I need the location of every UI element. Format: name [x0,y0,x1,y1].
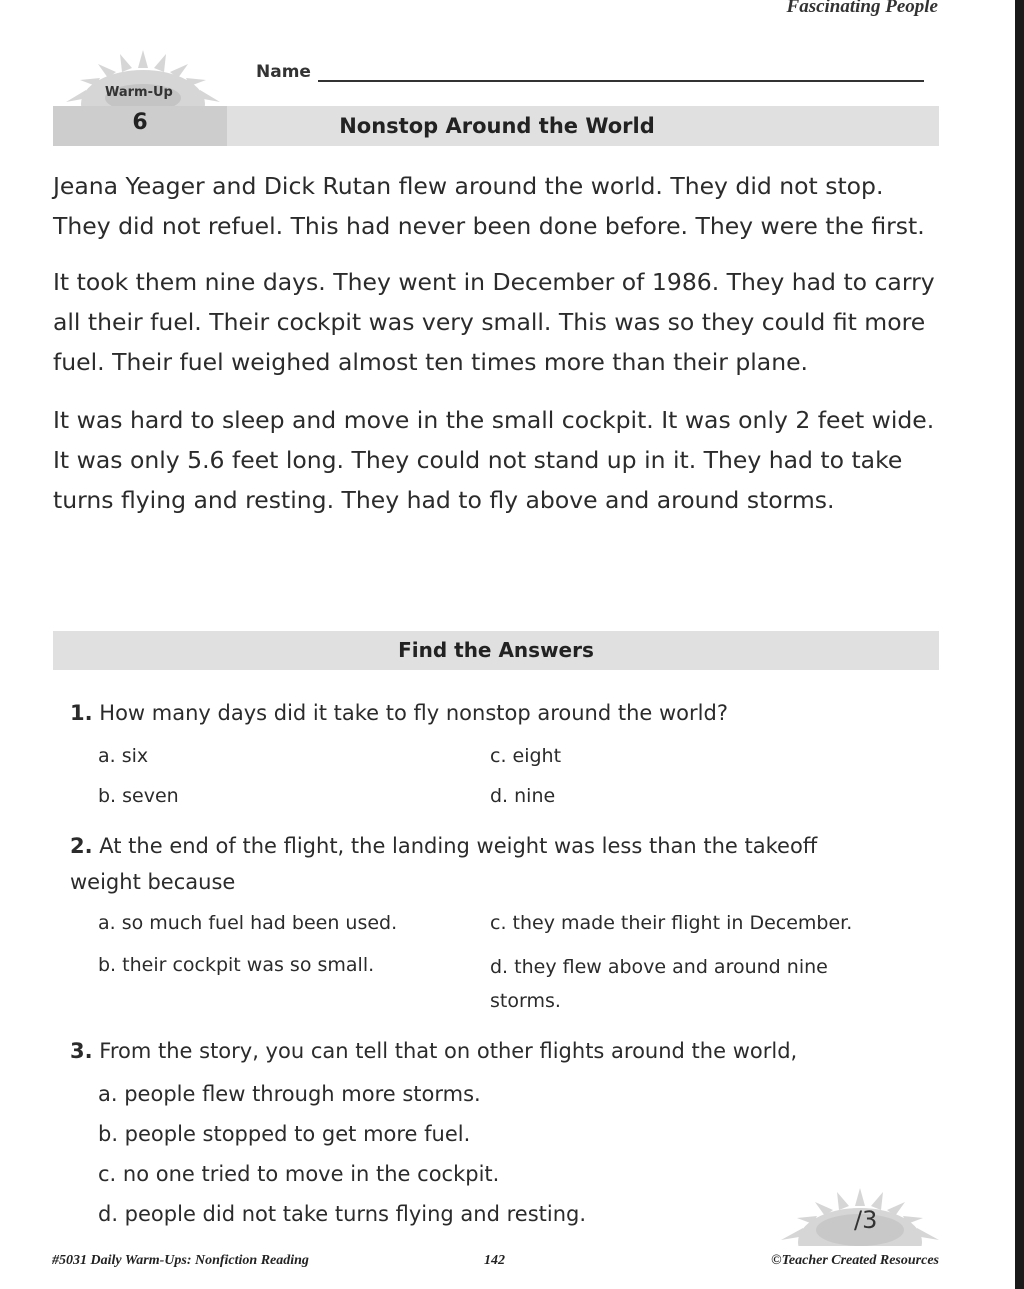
question-text: How many days did it take to fly nonstop around the world? [99,701,728,725]
q2-option-a[interactable]: a. so much fuel had been used. [98,912,398,934]
question-3 [70,1033,900,1069]
score-box: /3 [854,1206,878,1234]
question-number: 2. [70,834,93,858]
question-text: From the story, you can tell that on other flights around the world, [99,1039,798,1063]
q1-option-c[interactable]: c. eight [490,745,562,767]
footer-page-number: 142 [484,1253,505,1268]
question-2 [70,828,890,900]
warm-up-number: 6 [132,110,148,135]
story-paragraph-1: Jeana Yeager and Dick Rutan flew around the world. They did not stop. They did not refuel. This had never been done before. They were the first. [53,172,925,240]
story-paragraph-3: It was hard to sleep and move in the small cockpit. It was only 2 feet wide. It was only 5.6 feet long. They could not stand up in it. They had to take turns flying and resting. They had to fly above and around storms. [53,406,935,514]
story-paragraph-2: It took them nine days. They went in December of 1986. They had to carry all their fuel. Their cockpit was very small. This was so they could fit more fuel. Their fuel weighed almost ten times more than their plane. [53,268,935,376]
page-edge-border [1015,0,1024,1289]
q1-option-d[interactable]: d. nine [490,785,556,807]
question-number: 1. [70,701,93,725]
q2-option-b[interactable]: b. their cockpit was so small. [98,954,375,976]
q1-option-b[interactable]: b. seven [98,785,179,807]
name-label: Name [256,62,311,82]
question-text: At the end of the flight, the landing weight was less than the takeoff weight because [70,834,818,894]
footer-copyright: ©Teacher Created Resources [771,1253,939,1268]
q2-option-c[interactable]: c. they made their flight in December. [490,912,853,934]
answers-heading: Find the Answers [398,638,594,662]
book-section-header: Fascinating People [786,0,938,17]
q3-option-b[interactable]: b. people stopped to get more fuel. [98,1122,471,1146]
q3-option-c[interactable]: c. no one tried to move in the cockpit. [98,1162,500,1186]
name-field-line[interactable] [318,80,924,82]
question-number: 3. [70,1039,93,1063]
q1-option-a[interactable]: a. six [98,745,149,767]
warm-up-label: Warm-Up [105,85,173,100]
worksheet-title: Nonstop Around the World [339,114,655,138]
q2-option-d[interactable]: d. they flew above and around nine storms. [490,956,828,1012]
q3-option-d[interactable]: d. people did not take turns flying and resting. [98,1202,587,1226]
sun-burst-icon [58,46,228,110]
question-1 [70,695,900,731]
footer-book-title: #5031 Daily Warm-Ups: Nonfiction Reading [52,1253,309,1268]
q3-option-a[interactable]: a. people flew through more storms. [98,1082,481,1106]
